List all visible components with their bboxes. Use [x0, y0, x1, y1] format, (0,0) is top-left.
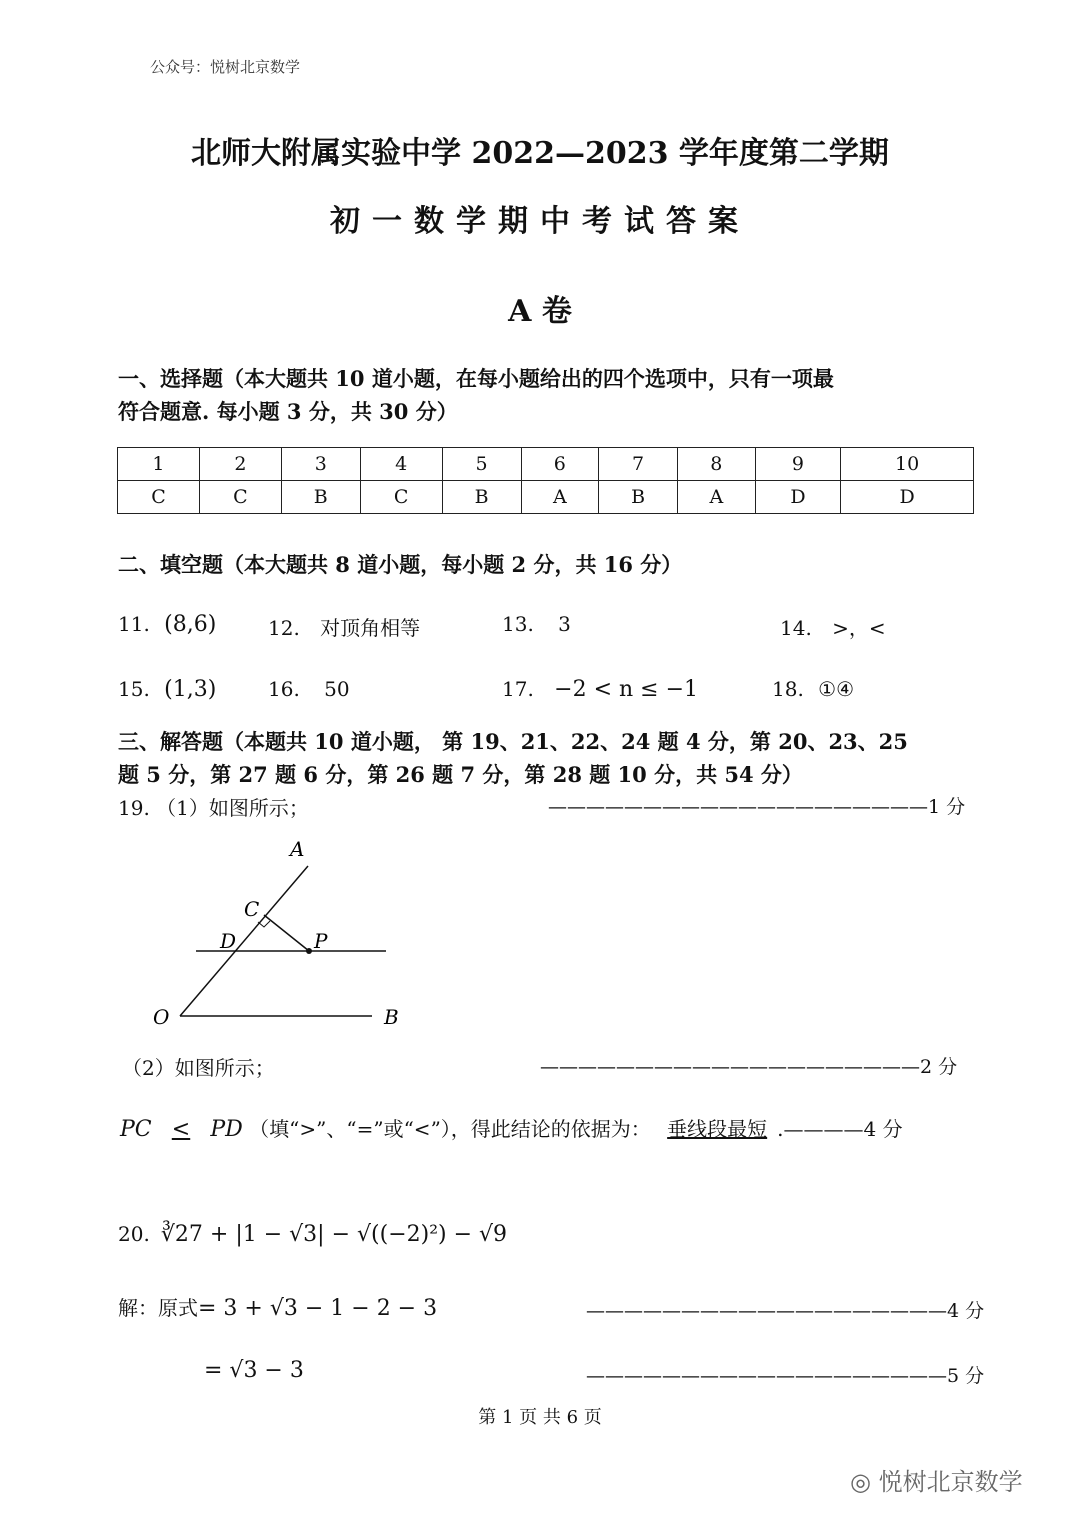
- reason-answer: 垂线段最短: [667, 1117, 768, 1141]
- step2-expression: = √3 − 3: [204, 1358, 304, 1383]
- answer-choice: D: [755, 481, 841, 514]
- comparison-prompt: （填“>”、“=”或“<”），得此结论的依据为：: [249, 1117, 651, 1141]
- label-o: O: [153, 1005, 170, 1029]
- item-number: 18.: [772, 677, 804, 701]
- q20-problem: [118, 1222, 507, 1247]
- question-number: 3: [281, 448, 360, 481]
- answer-choice: B: [599, 481, 678, 514]
- item-answer: 对顶角相等: [320, 616, 421, 640]
- ray-oa: [180, 866, 308, 1016]
- section1-heading-line1: 一、选择题（本大题共 10 道小题，在每小题给出的四个选项中，只有一项最: [118, 366, 834, 391]
- fill-item-11: [118, 612, 216, 637]
- question-number: 9: [755, 448, 841, 481]
- fill-item-14: [780, 612, 886, 641]
- answer-choice: B: [442, 481, 521, 514]
- solution-prefix: 解：原式: [118, 1296, 198, 1320]
- section2-heading: 二、填空题（本大题共 8 道小题，每小题 2 分，共 16 分）: [118, 552, 683, 577]
- q20-number: 20.: [118, 1222, 150, 1246]
- q20-expression: ∛27 + |1 − √3| − √((−2)²) − √9: [160, 1222, 508, 1247]
- fill-item-12: [268, 612, 420, 641]
- watermark-text: 悦树北京数学: [878, 1468, 1023, 1496]
- question-number: 7: [599, 448, 678, 481]
- source-header: 公众号：悦树北京数学: [150, 58, 301, 76]
- page-footer: 第 1 页 共 6 页: [478, 1407, 602, 1428]
- wechat-icon: ◎: [850, 1468, 871, 1496]
- answer-table-number-row: [118, 448, 974, 481]
- question-number: 6: [521, 448, 599, 481]
- reason-score: .————4 分: [777, 1117, 903, 1141]
- label-c: C: [244, 897, 260, 921]
- item-answer: 50: [324, 677, 350, 701]
- q19-part1-score: ————————————————————1 分: [548, 796, 966, 818]
- q20-step2-score: ———————————————————5 分: [586, 1365, 985, 1387]
- section1-heading-line2: 符合题意. 每小题 3 分，共 30 分）: [118, 399, 458, 424]
- item-number: 16.: [268, 677, 300, 701]
- title-paper-a: A 卷: [508, 294, 572, 329]
- q19-part1: 19. （1）如图所示；: [118, 796, 309, 820]
- answer-choice: C: [118, 481, 200, 514]
- point-p: [306, 948, 312, 954]
- label-p: P: [314, 929, 328, 953]
- item-answer: ①④: [818, 677, 855, 701]
- item-answer: >，<: [832, 616, 886, 640]
- question-number: 10: [841, 448, 974, 481]
- step1-expression: = 3 + √3 − 1 − 2 − 3: [198, 1296, 438, 1321]
- answer-choice: C: [360, 481, 442, 514]
- answer-choice: B: [281, 481, 360, 514]
- item-answer: −2 < n ≤ −1: [554, 677, 699, 702]
- q20-step1-score: ———————————————————4 分: [586, 1300, 985, 1322]
- item-number: 15.: [118, 677, 150, 701]
- question-number: 2: [199, 448, 281, 481]
- title-exam-answers: 初一数学期中考试答案: [330, 204, 750, 239]
- label-d: D: [220, 929, 237, 953]
- q20-step2: [204, 1358, 304, 1383]
- answer-choice: A: [678, 481, 756, 514]
- answer-choice: A: [521, 481, 599, 514]
- segment-pc: PC: [120, 1117, 152, 1142]
- section3-heading-line1: 三、解答题（本题共 10 道小题， 第 19、21、22、24 题 4 分，第 20、23、25: [118, 729, 908, 754]
- item-answer: 3: [558, 612, 571, 636]
- item-answer: (1,3): [164, 677, 217, 702]
- fill-item-18: [772, 677, 854, 701]
- fill-item-15: [118, 677, 216, 702]
- q19-part2: （2）如图所示；: [122, 1056, 275, 1080]
- section3-heading-line2: 题 5 分，第 27 题 6 分，第 26 题 7 分，第 28 题 10 分，共 54 分）: [118, 762, 803, 787]
- question-number: 8: [678, 448, 756, 481]
- item-number: 13.: [502, 612, 534, 636]
- section1-heading: [118, 362, 978, 428]
- q19-part2-score: ————————————————————2 分: [540, 1056, 958, 1078]
- comparison-answer: <: [171, 1117, 191, 1142]
- item-answer: (8,6): [164, 612, 217, 637]
- geometry-figure: [140, 830, 430, 1040]
- section3-heading: [118, 725, 978, 791]
- watermark: [850, 1462, 1023, 1497]
- q19-comparison: [120, 1113, 903, 1142]
- item-number: 11.: [118, 612, 150, 636]
- item-number: 12.: [268, 616, 300, 640]
- fill-item-17: [502, 677, 698, 702]
- label-b: B: [384, 1005, 399, 1029]
- label-a: A: [290, 837, 305, 861]
- q20-step1: [118, 1292, 437, 1321]
- fill-item-16: [268, 677, 350, 701]
- perpendicular-pc: [264, 915, 309, 951]
- item-number: 17.: [502, 677, 534, 701]
- title-school-term: 北师大附属实验中学 2022—2023 学年度第二学期: [191, 136, 889, 171]
- fill-item-13: [502, 612, 571, 636]
- question-number: 5: [442, 448, 521, 481]
- question-number: 1: [118, 448, 200, 481]
- answer-choice: C: [199, 481, 281, 514]
- question-number: 4: [360, 448, 442, 481]
- answer-choice: D: [841, 481, 974, 514]
- segment-pd: PD: [210, 1117, 243, 1142]
- answer-table: [117, 447, 974, 514]
- item-number: 14.: [780, 616, 812, 640]
- answer-table-answer-row: [118, 481, 974, 514]
